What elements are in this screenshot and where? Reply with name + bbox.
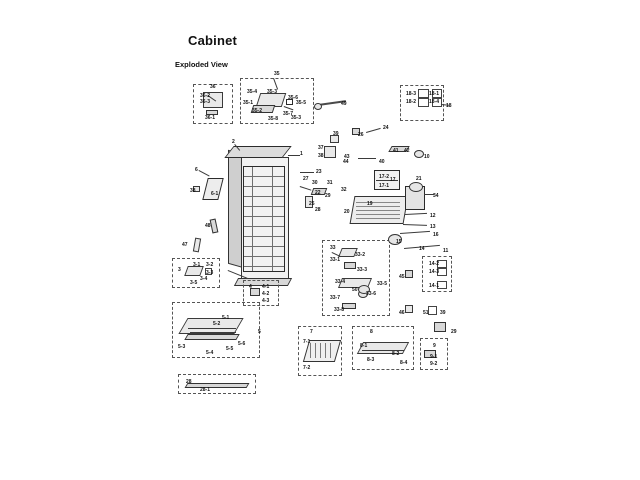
- callout-48: 48: [205, 223, 211, 229]
- callout-16: 16: [433, 232, 439, 238]
- grill-line: [356, 206, 400, 207]
- callout-49: 49: [341, 101, 347, 107]
- tube-12: [405, 213, 427, 215]
- callout-33-3: 33-3: [357, 267, 368, 273]
- callout-17-2: 17-2: [379, 174, 390, 180]
- part-10: [414, 150, 424, 158]
- callout-33-7: 33-7: [330, 295, 341, 301]
- coil-bar: [315, 343, 316, 358]
- callout-14-3: 14-3: [429, 269, 440, 275]
- callout-34: 34: [433, 193, 439, 199]
- callout-24: 24: [383, 125, 389, 131]
- part-46: [405, 305, 413, 313]
- callout-28: 28: [315, 207, 321, 213]
- callout-33-1: 33-1: [330, 257, 341, 263]
- page-subtitle: Exploded View: [175, 60, 228, 69]
- callout-35-3: 35-3: [267, 89, 278, 95]
- callout-36-2: 36-2: [200, 93, 211, 99]
- callout-39: 39: [333, 131, 339, 137]
- callout-35-3: 35-3: [291, 115, 302, 121]
- callout-3-2: 3-2: [206, 262, 214, 268]
- callout-35-5: 35-5: [296, 100, 307, 106]
- callout-33-5: 33-5: [377, 281, 388, 287]
- callout-27: 27: [303, 176, 309, 182]
- grill-line: [356, 214, 400, 215]
- coil-bar: [320, 343, 321, 358]
- callout-33-8: 33-8: [334, 307, 345, 313]
- callout-19: 19: [367, 201, 373, 207]
- callout-35-4: 35-4: [247, 89, 258, 95]
- part-29-right: [434, 322, 446, 332]
- callout-9-2: 9-2: [430, 361, 438, 367]
- callout-5: 5: [258, 329, 261, 335]
- callout-4-2: 4-2: [262, 291, 270, 297]
- callout-3-5: 3-5: [190, 280, 198, 286]
- callout-7-1: 7-1: [303, 339, 311, 345]
- callout-36: 36: [210, 84, 216, 90]
- callout-47: 47: [182, 242, 188, 248]
- callout-36-3: 36-3: [200, 99, 211, 105]
- callout-18-4: 18-4: [429, 99, 440, 105]
- callout-33: 33: [330, 245, 336, 251]
- callout-4-3: 4-3: [262, 298, 270, 304]
- leader-23: [300, 172, 314, 173]
- callout-8-1: 8-1: [360, 343, 368, 349]
- callout-14: 14: [419, 246, 425, 252]
- callout-41: 41: [393, 148, 399, 154]
- callout-8-3: 8-3: [367, 357, 375, 363]
- callout-33-4: 33-4: [335, 279, 346, 285]
- callout-51: 51: [423, 310, 429, 316]
- callout-40: 40: [379, 159, 385, 165]
- callout-1: 1: [300, 151, 303, 157]
- callout-38: 38: [190, 188, 196, 194]
- callout-35-6: 35-6: [288, 95, 299, 101]
- callout-22: 22: [315, 190, 321, 196]
- callout-15: 15: [396, 239, 402, 245]
- callout-23: 23: [316, 169, 322, 175]
- callout-9-1: 9-1: [430, 354, 438, 360]
- callout-9: 9: [433, 343, 436, 349]
- callout-50: 50: [352, 287, 358, 293]
- part-18-3: [418, 89, 429, 98]
- callout-18-2: 18-2: [406, 99, 417, 105]
- coil-bar: [310, 343, 311, 358]
- part-18-2: [418, 98, 429, 107]
- part-28-bar: [185, 383, 250, 388]
- callout-2: 2: [232, 139, 235, 145]
- callout-8-2: 8-2: [392, 351, 400, 357]
- callout-38: 38: [318, 153, 324, 159]
- page-title: Cabinet: [188, 33, 238, 48]
- callout-43: 43: [344, 154, 350, 160]
- callout-13: 13: [430, 224, 436, 230]
- part-33-8: [342, 303, 356, 309]
- callout-5-5: 5-5: [226, 346, 234, 352]
- coil-bar: [325, 343, 326, 358]
- cabinet-inner-frame: [243, 166, 285, 272]
- part-33-3: [344, 262, 356, 269]
- callout-10: 10: [424, 154, 430, 160]
- callout-46: 46: [399, 310, 405, 316]
- callout-42: 42: [404, 148, 410, 154]
- callout-17: 17: [390, 177, 396, 183]
- callout-35-8: 35-8: [268, 116, 279, 122]
- part-5-rail: [184, 334, 239, 340]
- callout-29: 29: [325, 193, 331, 199]
- callout-26: 26: [358, 132, 364, 138]
- callout-14-1: 14-1: [429, 283, 440, 289]
- callout-44: 44: [343, 159, 349, 165]
- callout-30: 30: [312, 180, 318, 186]
- part-49-tip: [314, 103, 322, 110]
- callout-6: 6: [195, 167, 198, 173]
- part-45: [405, 270, 413, 278]
- coil-bar: [330, 343, 331, 358]
- callout-8-4: 8-4: [400, 360, 408, 366]
- part-5-line: [188, 328, 236, 329]
- leader-1: [288, 155, 300, 156]
- callout-35-2: 35-2: [252, 108, 263, 114]
- callout-5-3: 5-3: [178, 344, 186, 350]
- callout-3: 3: [178, 267, 181, 273]
- callout-21: 21: [416, 176, 422, 182]
- callout-3-4: 3-4: [200, 276, 208, 282]
- callout-33-6: 33-6: [366, 291, 377, 297]
- leader-6: [199, 170, 210, 177]
- grill-line: [356, 202, 400, 203]
- callout-5-6: 5-6: [238, 341, 246, 347]
- part-51: [428, 306, 437, 315]
- tube-13: [403, 224, 427, 226]
- callout-33-2: 33-2: [355, 252, 366, 258]
- callout-4: 4: [249, 284, 252, 290]
- part-47: [193, 238, 201, 253]
- callout-11: 11: [443, 248, 449, 254]
- callout-14-2: 14-2: [429, 261, 440, 267]
- callout-12: 12: [430, 213, 436, 219]
- leader-24: [366, 128, 381, 133]
- callout-4-1: 4-1: [262, 284, 270, 290]
- callout-5-1: 5-1: [222, 315, 230, 321]
- callout-31: 31: [327, 180, 333, 186]
- callout-6-1: 6-1: [211, 191, 219, 197]
- callout-18-1: 18-1: [429, 91, 440, 97]
- callout-35: 35: [274, 71, 280, 77]
- callout-28: 28: [186, 379, 192, 385]
- grill-line: [356, 210, 400, 211]
- part-21-cap: [409, 182, 423, 192]
- callout-45: 45: [399, 274, 405, 280]
- cabinet-top: [224, 146, 291, 158]
- part-5-line: [190, 332, 236, 333]
- callout-35-7: 35-7: [283, 111, 294, 117]
- grill-line: [356, 218, 400, 219]
- leader-27: [300, 186, 312, 191]
- callout-39: 39: [440, 310, 446, 316]
- leader-40: [358, 158, 376, 159]
- callout-18: 18: [446, 103, 452, 109]
- callout-7: 7: [310, 329, 313, 335]
- callout-28-1: 28-1: [200, 387, 211, 393]
- callout-18-3: 18-3: [406, 91, 417, 97]
- part-37-38: [324, 146, 336, 158]
- callout-29: 29: [451, 329, 457, 335]
- callout-5-2: 5-2: [213, 321, 221, 327]
- callout-32: 32: [341, 187, 347, 193]
- callout-25: 25: [309, 201, 315, 207]
- tube-16: [400, 231, 430, 234]
- callout-37: 37: [318, 145, 324, 151]
- callout-17-1: 17-1: [379, 183, 390, 189]
- callout-3-1: 3-1: [193, 262, 201, 268]
- callout-20: 20: [344, 209, 350, 215]
- callout-5-4: 5-4: [206, 350, 214, 356]
- callout-3-3: 3-3: [206, 270, 214, 276]
- callout-35-1: 35-1: [243, 100, 254, 106]
- callout-36-1: 36-1: [205, 115, 216, 121]
- callout-8: 8: [370, 329, 373, 335]
- callout-7-2: 7-2: [303, 365, 311, 371]
